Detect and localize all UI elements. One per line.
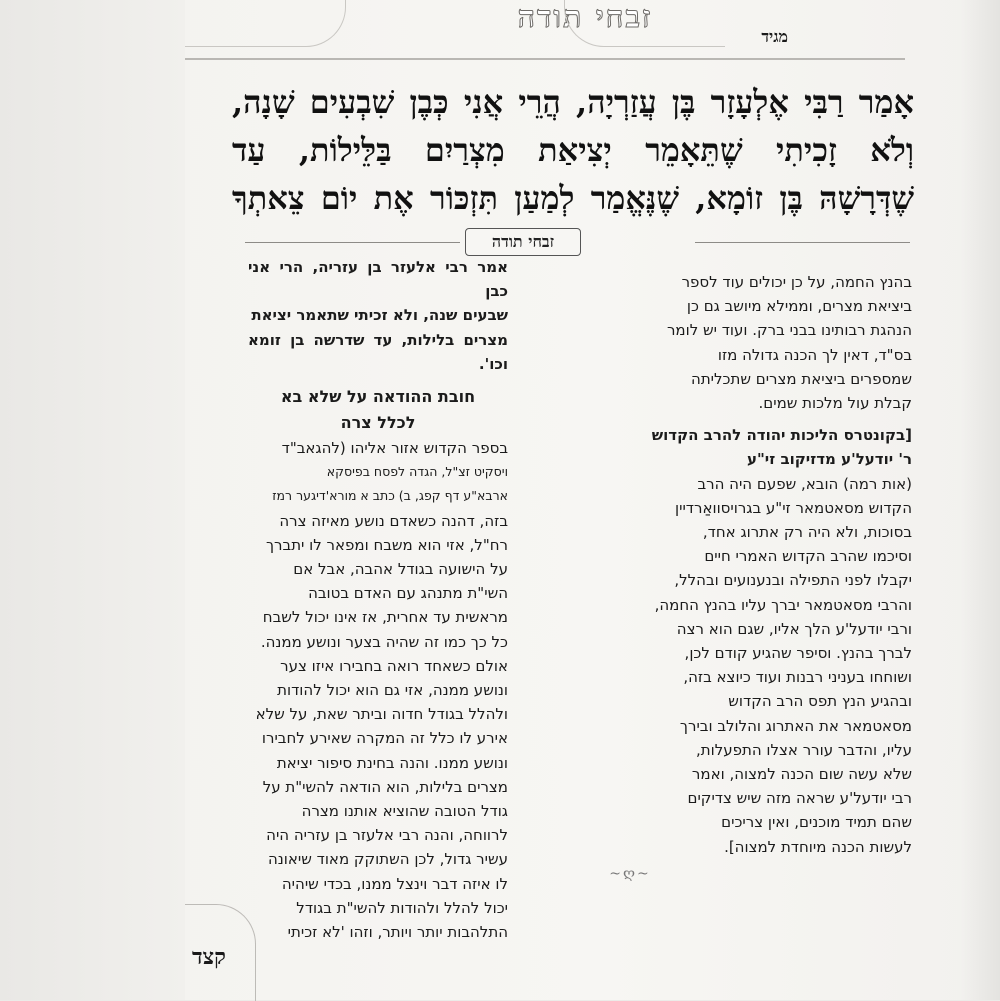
- commentary-column-right: [520, 270, 912, 870]
- page-gutter: [960, 0, 1000, 1000]
- commentary-column-left: [248, 255, 508, 955]
- text-line: עליו, והדבר עורר אצלו התפעלות,: [695, 740, 912, 759]
- text-line: שלא עשה שום הכנה למצוה, ואמר: [691, 765, 912, 784]
- section-label: מגיד: [761, 27, 788, 46]
- text-line: ונושע ממנו. והנה בחינת סיפור יציאת: [276, 753, 508, 772]
- text-line: עשיר גדול, לכן השתוקק מאוד שיאונה: [267, 850, 508, 869]
- text-line: מראשית עד אחרית, אז אינו יכול לשבח: [262, 608, 508, 627]
- text-line: השי"ת מתנהג עם האדם בטובה: [308, 584, 508, 603]
- text-line: בס"ד, דאין לך הכנה גדולה מזו: [717, 345, 912, 364]
- text-line: ושוחחו בעניני רבנות ועוד כיוצא בזה,: [683, 668, 912, 687]
- text-line: יכול להלל ולהודות להשי"ת בגודל: [296, 898, 508, 917]
- page-number: קצד: [192, 944, 226, 970]
- text-line: לרווחה, והנה רבי אלעזר בן עזריה היה: [266, 826, 508, 845]
- text-line: לברך בהנץ. וסיפר שהגיע קודם לכן,: [684, 644, 912, 663]
- text-line: בהנץ החמה, על כן יכולים עוד לספר: [681, 273, 912, 291]
- text-line: בסוכות, ולא היה רק אתרוג אחד,: [702, 523, 912, 542]
- text-line: רבי יודעל'ע שראה מזה שיש צדיקים: [687, 789, 912, 808]
- commentary-divider: [245, 228, 910, 258]
- text-line: אולם כשאחד רואה בחבירו איזו צער: [280, 656, 508, 675]
- text-line: ביציאת מצרים, וממילא מיושב גם כן: [686, 297, 912, 316]
- text-line: ולהלל בגודל חדוה וביתר שאת, על שלא: [255, 705, 508, 724]
- text-line: ארבא"ע דף קפג, ב) כתב א מורא'דיגער רמז: [272, 488, 508, 504]
- text-line: ונושע ממנה, אזי גם הוא יכול להודות: [277, 681, 508, 700]
- text-line: ר' יודעל'ע מדזיקוב זי"ע: [747, 450, 912, 469]
- text-line: (אות רמה) הובא, שפעם היה הרב: [697, 474, 912, 493]
- text-line: וסיכמו שהרב הקדוש האמרי חיים: [704, 547, 912, 566]
- text-line: ורבי יודעל'ע הלך אליו, שגם הוא רצה: [676, 619, 912, 638]
- text-line: הנהגת רבותינו בבני ברק. ועוד יש לומר: [666, 321, 912, 340]
- main-haggadah-text: [232, 78, 914, 218]
- running-title: זבחי תודה: [517, 0, 653, 35]
- page-margin: [0, 0, 185, 1000]
- text-line: [בקונטרס הליכות יהודה להרב הקדוש: [651, 426, 912, 445]
- text-line: בספר הקדוש אזור אליהו (להגאב"ד: [281, 439, 508, 458]
- section-heading: חובת ההודאה על שלא בא: [280, 387, 476, 407]
- main-text-line: וְלֹא זָכִיתִי שֶׁתֵּאָמֵר יְצִיאַת מִצְרַיִם בַּלֵּילוֹת, עַד: [232, 131, 914, 169]
- text-line: אמר רבי אלעזר בן עזריה, הרי אני כבן: [248, 258, 508, 301]
- text-line: הקדוש מסאטמאר זי"ע בגרויסוואַרדיין: [675, 498, 912, 517]
- text-line: אירע לו כלל זה המקרה שאירע לחבירו: [261, 729, 508, 748]
- header-ornament-frame: [185, 0, 905, 60]
- text-line: שבעים שנה, ולא זכיתי שתאמר יציאת: [251, 306, 508, 325]
- text-line: והרבי מסאטמאר יברך עליו בהנץ החמה,: [654, 595, 912, 614]
- main-text-line: אָמַר רַבִּי אֶלְעָזָר בֶּן עֲזַרְיָה, הֲרֵי אֲנִי כְּבֶן שִׁבְעִים שָׁנָה,: [232, 83, 915, 121]
- ornament-flourish-icon: ~ღ~: [609, 866, 651, 882]
- section-heading: לכלל צרה: [340, 413, 416, 433]
- text-line: שמספרים ביציאת מצרים שתכליתה: [691, 369, 912, 388]
- divider-rule: [245, 242, 460, 243]
- text-line: לעשות הכנה מיוחדת למצוה].: [724, 837, 912, 856]
- text-line: יקבלו לפני התפילה ובנענועים ובהלל,: [674, 571, 912, 590]
- text-line: ובהגיע הנץ תפס הרב הקדוש: [728, 692, 912, 711]
- text-line: כל כך כמו זה שהיה בצער ונושע ממנה.: [260, 632, 508, 651]
- text-line: התלהבות יותר ויותר, וזהו 'לא זכיתי: [287, 923, 508, 942]
- text-line: ויסקיט זצ"ל, הגדה לפסח בפיסקא: [326, 464, 508, 480]
- text-line: בזה, דהנה כשאדם נושע מאיזה צרה: [279, 511, 508, 530]
- text-line: על הישועה בגודל אהבה, אבל אם: [293, 560, 508, 579]
- text-line: רח"ל, אזי הוא משבח ומפאר לו יתברך: [266, 535, 508, 554]
- divider-rule: [695, 242, 910, 243]
- main-text-line: שֶׁדְּרָשָׁהּ בֶּן זוֹמָא, שֶׁנֶּאֱמַר לְמַעַן תִּזְכּוֹר אֶת יוֹם צֵאתְךָ: [232, 179, 914, 217]
- commentary-title: זבחי תודה: [465, 228, 581, 256]
- text-line: מסאטמאר את האתרוג והלולב ובירך: [679, 716, 912, 735]
- text-line: שהם תמיד מוכנים, ואין צריכים: [721, 813, 912, 832]
- text-line: גודל הטובה שהוציא אותנו מצרה: [301, 802, 508, 821]
- text-line: קבלת עול מלכות שמים.: [758, 394, 912, 413]
- text-line: לו איזה דבר וינצל ממנו, בכדי שיהיה: [281, 874, 508, 893]
- text-line: מצרים בלילות, עד שדרשה בן זומא וכו'.: [248, 330, 508, 373]
- text-line: מצרים בלילות, הוא הודאה להשי"ת על: [262, 777, 508, 796]
